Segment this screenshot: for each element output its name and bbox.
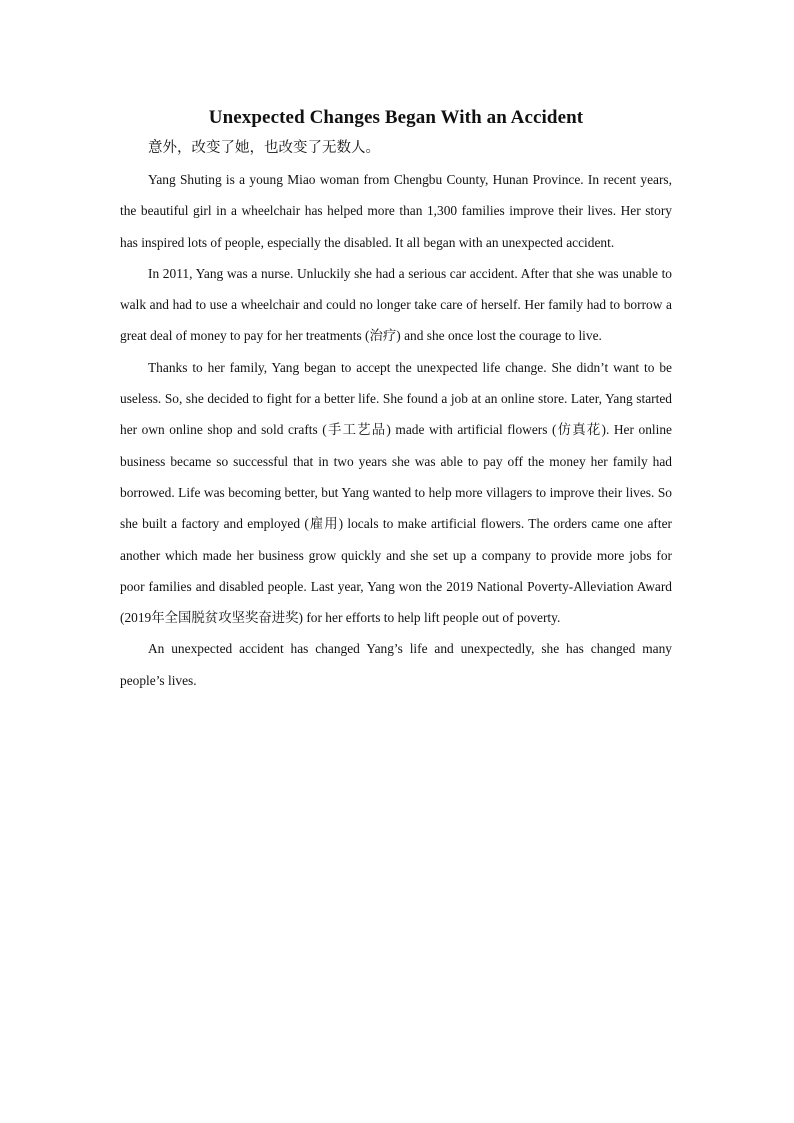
paragraph-4: An unexpected accident has changed Yang’s life and unexpectedly, she has changed many people’s lives. (120, 641, 672, 688)
document-subtitle: 意外，改变了她，也改变了无数人。 (148, 140, 380, 156)
document-body (120, 104, 672, 696)
document-title: Unexpected Changes Began With an Accident (208, 107, 584, 128)
paragraph-1: Yang Shuting is a young Miao woman from Chengbu County, Hunan Province. In recent years, the beautiful girl in a wheelchair has helped more than 1,300 families improve their lives. Her story has inspired lots of people, especially the disabled. It all began with an unexpected accident. (120, 172, 672, 250)
paragraph-2: In 2011, Yang was a nurse. Unluckily she had a serious car accident. After that she was unable to walk and had to use a wheelchair and could no longer take care of herself. Her family had to borrow a great deal of money to pay for her treatments (治疗) and she once lost the courage to live. (120, 265, 672, 344)
paragraph-3: Thanks to her family, Yang began to accept the unexpected life change. She didn’t want to be useless. So, she decided to fight for a better life. She found a job at an online store. Later, Yang started her own online shop and sold crafts (手工艺品) made with artificial flowers (仿真花). Her online business became so successful that in two years she was able to pay off the money her family had borrowed. Life was becoming better, but Yang wanted to help more villagers to improve their lives. So she built a factory and employed (雇用) locals to make artificial flowers. The orders came one after another which made her business grow quickly and she set up a company to provide more jobs for poor families and disabled people. Last year, Yang won the 2019 National Poverty-Alleviation Award (2019年全国脱贫攻坚奖奋进奖) for her efforts to help lift people out of poverty. (120, 359, 672, 626)
